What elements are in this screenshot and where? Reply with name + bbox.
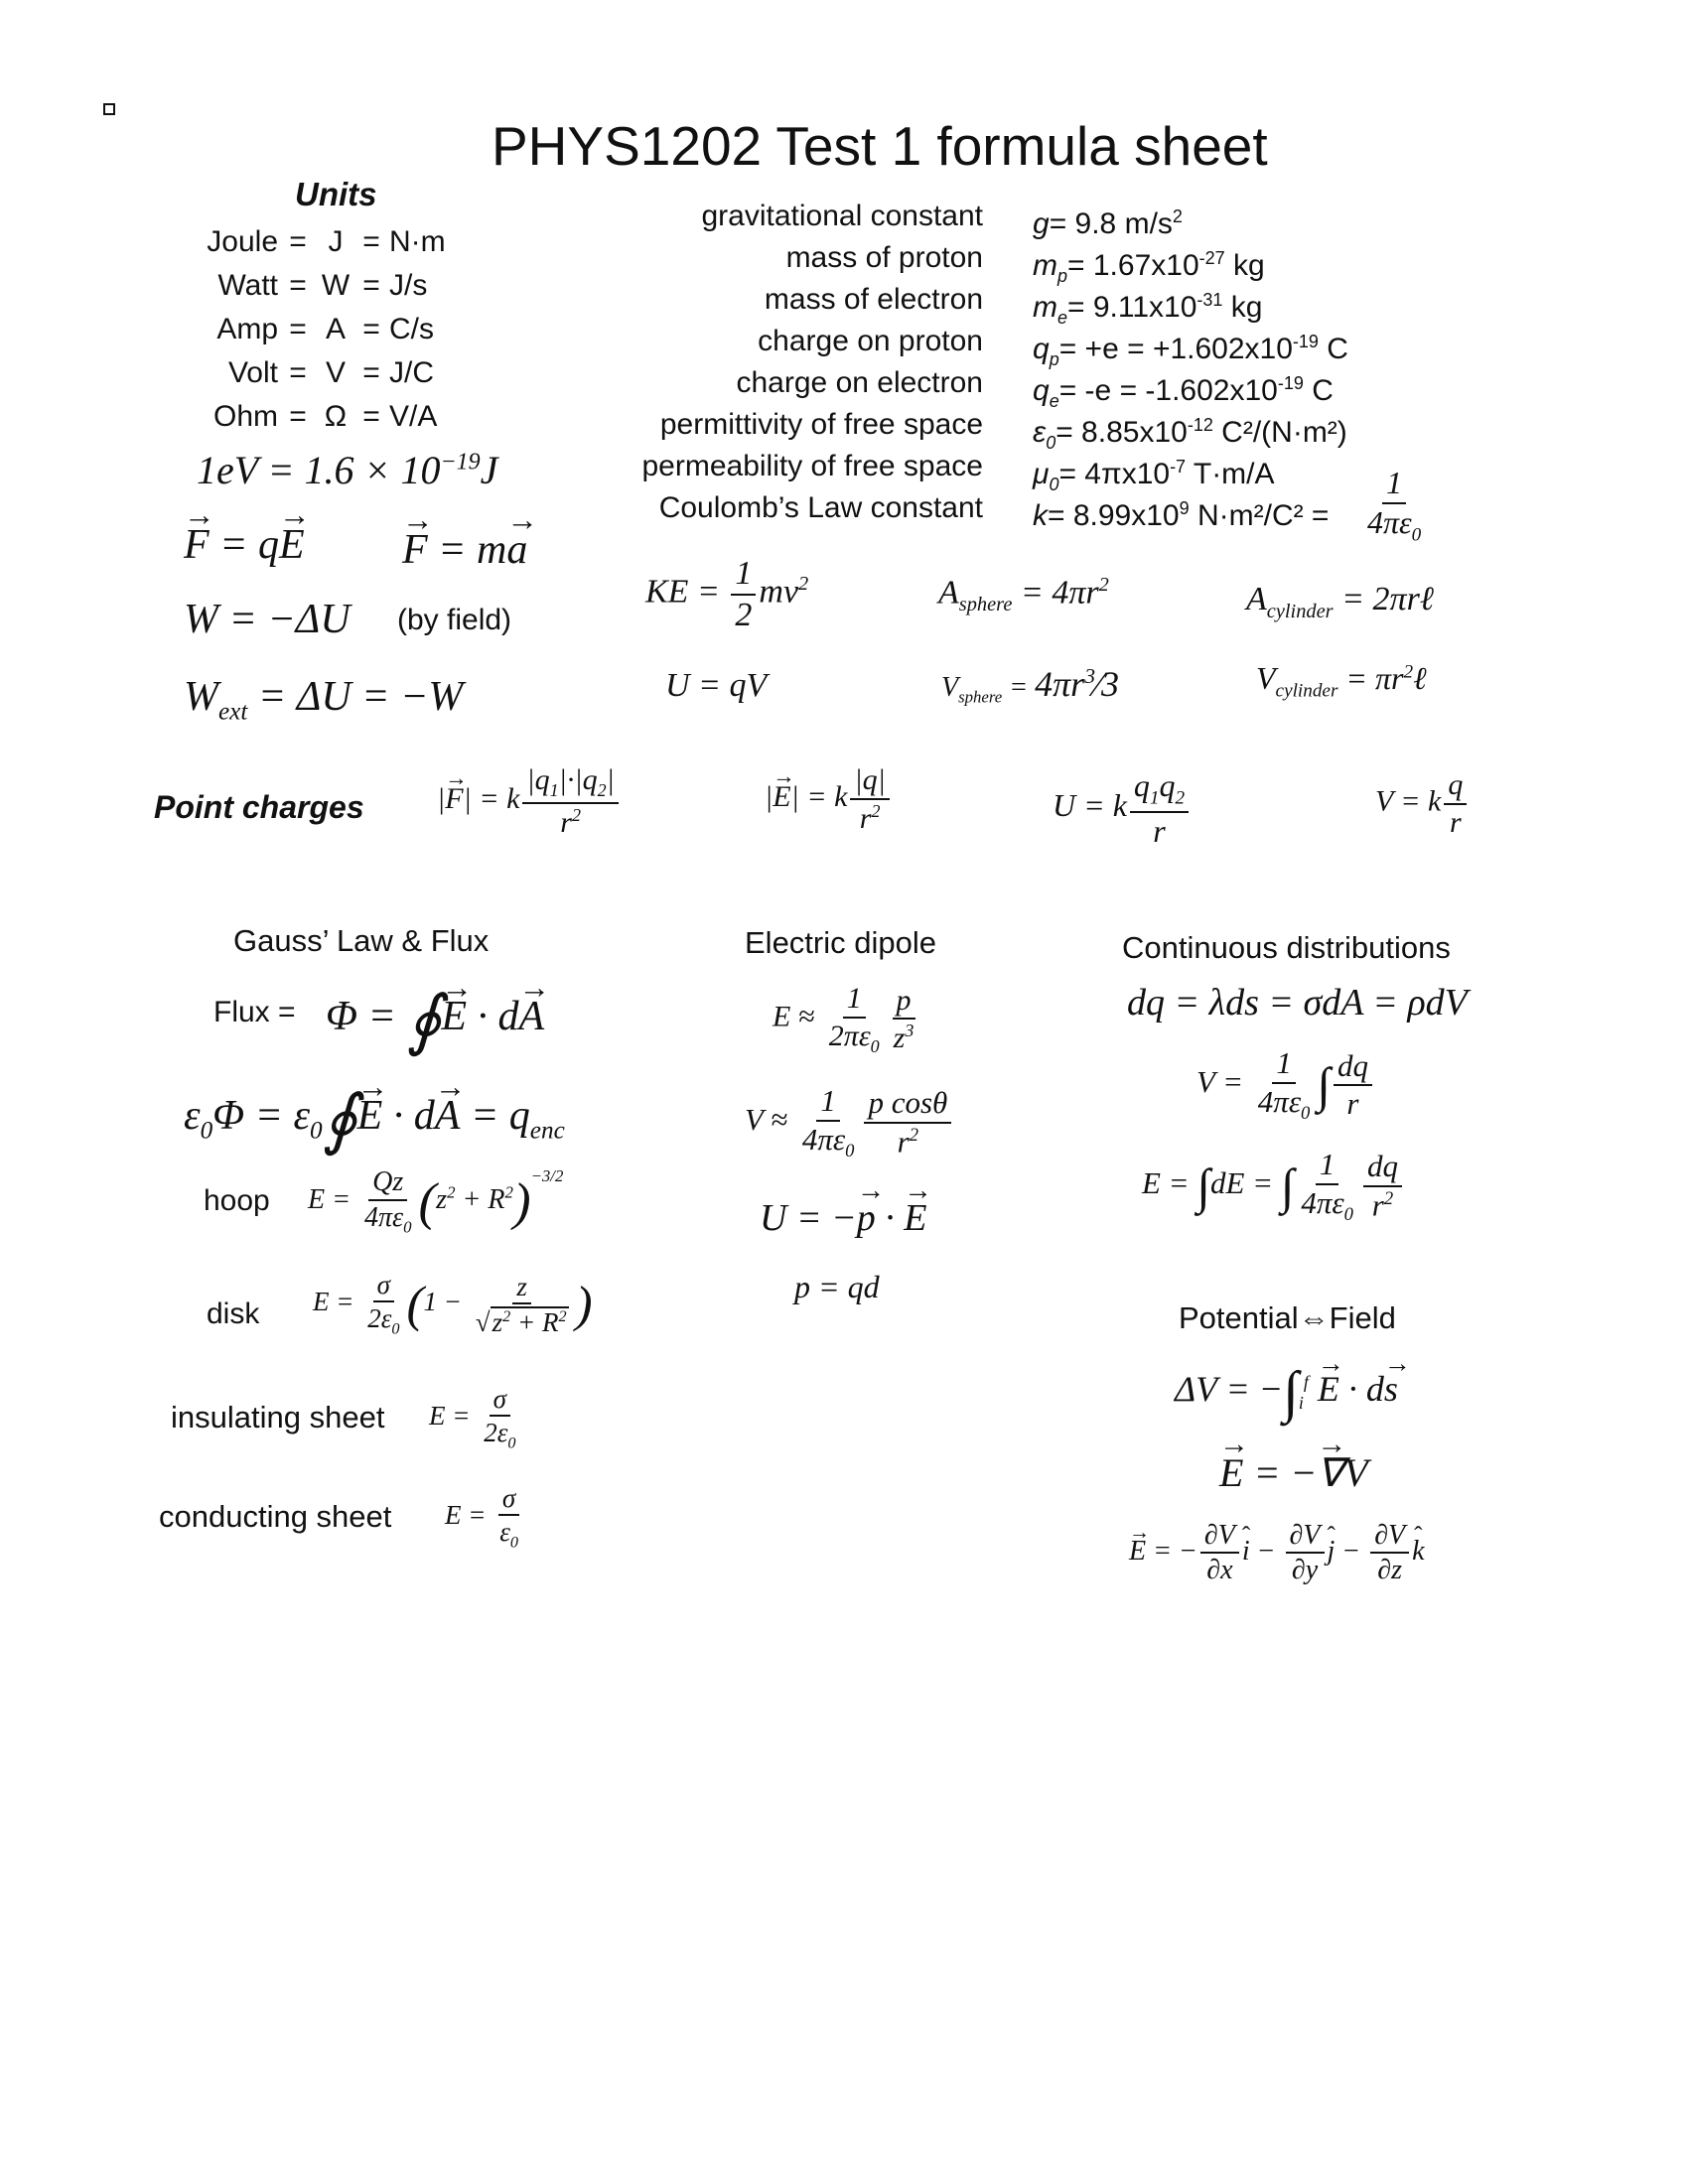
unit-name: Volt [227, 356, 278, 389]
hoop-equation: E = $\frac{Qz}{4\pi\varepsilon_0}$ $(z^2 + R^2)^{-3/2}$ [308, 1166, 564, 1237]
constant-row [596, 446, 1348, 494]
constant-label: mass of electron [764, 283, 983, 316]
cylinder-volume-equation: $V_{cylinder}$ = $\pi r^2\ell$ [1256, 660, 1427, 702]
equals-sign: = [289, 313, 307, 345]
page-title: PHYS1202 Test 1 formula sheet [492, 115, 1268, 177]
equals-sign: = [289, 225, 307, 258]
disk-label: disk [207, 1297, 260, 1330]
gauss-heading: Gauss’ Law & Flux [233, 923, 490, 958]
coulomb-fraction: $\frac{1}{4\pi\varepsilon_0}$ [1367, 465, 1422, 545]
constant-label: permittivity of free space [659, 408, 983, 441]
unit-definition: C/s [389, 313, 434, 345]
constant-value: g= 9.8 $m/s^2$ [1033, 206, 1183, 240]
hoop-label: hoop [204, 1184, 270, 1217]
continuous-field-equation: E = ∫dE = ∫ $\frac{1}{4\pi\varepsilon_0}$ $\frac{dq}{r^2}$ [1142, 1149, 1405, 1224]
units-row [179, 395, 446, 439]
unit-symbol: A [325, 313, 346, 345]
coulomb-force-equation: |→ F| = k $\frac{|q_1|\cdot|q_2|}{r^2}$ [437, 764, 622, 838]
units-row [179, 220, 446, 264]
constant-row [596, 237, 1348, 286]
constants-table [596, 196, 1348, 532]
unit-symbol: W [321, 269, 351, 302]
constant-value: $q_p= +e = +1.602x10^{-19}$ C [1033, 332, 1348, 369]
conducting-sheet-label: conducting sheet [159, 1499, 392, 1534]
constant-value: $k= 8.99x10^9$ N·m²/C² = [1033, 498, 1330, 532]
sphere-volume-equation: $V_{sphere}$ = $4\pi r^3⁄3$ [941, 664, 1119, 707]
equals-sign: = [362, 400, 380, 433]
unit-symbol: Ω [324, 400, 348, 433]
constant-label: gravitational constant [701, 200, 983, 232]
potential-field-heading: Potential⇔Field [1179, 1300, 1396, 1335]
gauss-law-equation: $\varepsilon_0\Phi$ = $\varepsilon_0∮\to E \cdot d\to A = q_{enc}$ [184, 1080, 565, 1159]
gradient-equation: → E = −→ ∇V [1219, 1449, 1368, 1496]
point-charges-heading: Point charges [154, 789, 364, 825]
constant-label: permeability of free space [641, 450, 983, 482]
dipole-energy-equation: U = −→ p · → E [760, 1196, 926, 1240]
constant-row [596, 487, 1348, 532]
constant-row [596, 196, 1348, 240]
equals-sign: = [289, 269, 307, 302]
unit-definition: J/s [389, 269, 428, 302]
work-external-equation: $W_{ext} = \Delta U = -W$ [184, 674, 464, 726]
units-row [179, 308, 446, 351]
equals-sign: = [362, 356, 380, 389]
constant-row [596, 279, 1348, 328]
constant-value: $m_p= 1.67x10^{-27}$ kg [1033, 248, 1265, 286]
potential-energy-equation: U = qV [665, 667, 768, 704]
equals-sign: = [362, 313, 380, 345]
cylinder-area-equation: $A_{cylinder}$ = 2πrℓ [1246, 581, 1434, 622]
unit-symbol: J [328, 225, 344, 258]
newton-second-law-equation: → F = m→ a [402, 526, 527, 574]
ev-conversion: $1eV = 1.6 \times 10^{-19}J$ [197, 448, 498, 492]
corner-mark-icon [103, 103, 115, 115]
unit-symbol: V [325, 356, 346, 389]
dipole-moment-equation: p = qd [794, 1269, 880, 1304]
flux-equation: Φ = ∮→ E · d→ A [326, 981, 544, 1059]
constant-label: mass of proton [785, 241, 983, 274]
field-components-equation: → E = − $\frac{\partial V}{\partial x}$ ˆ i − $\frac{\partial V}{\partial y}$ ˆ j − $\frac{\partial V}{\partial z}$ ˆ k [1129, 1521, 1425, 1585]
work-field-equation: W = −ΔU [184, 597, 351, 642]
point-potential-equation: V = k $\frac{q}{r}$ [1375, 769, 1470, 838]
constant-value: $m_e= 9.11x10^{-31}$ kg [1033, 290, 1263, 328]
conducting-sheet-equation: E = $\frac{\sigma}{\varepsilon_0}$ [445, 1483, 518, 1552]
unit-name: Watt [217, 269, 278, 302]
force-electric-equation: → F = q→ E [184, 521, 305, 569]
by-field-label: (by field) [397, 604, 512, 636]
insulating-sheet-equation: E = $\frac{\sigma}{2\varepsilon_0}$ [429, 1384, 516, 1452]
dipole-potential-equation: V ≈ $\frac{1}{4\pi\varepsilon_0}$ $\frac{\text{p cosθ}}{r^2}$ [745, 1085, 954, 1160]
equals-sign: = [289, 356, 307, 389]
constant-label: Coulomb’s Law constant [658, 491, 983, 524]
unit-name: Ohm [212, 400, 278, 433]
unit-name: Amp [216, 313, 278, 345]
continuous-heading: Continuous distributions [1122, 930, 1451, 965]
constant-row [596, 404, 1348, 453]
constant-row [596, 362, 1348, 411]
unit-definition: N·m [389, 225, 446, 258]
constant-row [596, 321, 1348, 369]
potential-difference-equation: $\Delta V = -\int_i^f \to E \cdot d\to s$ [1175, 1360, 1398, 1425]
units-table [179, 220, 446, 439]
equals-sign: = [362, 269, 380, 302]
flux-label: Flux = [213, 996, 296, 1028]
units-row [179, 264, 446, 308]
constant-value: $\varepsilon_0= 8.85x10^{-12}$ C²/(N·m²) [1033, 415, 1347, 453]
constant-label: charge on electron [736, 366, 983, 399]
constant-value: $\mu_0= 4\pi x10^{-7}$ T·m/A [1033, 457, 1275, 494]
point-field-equation: |→ E| = k $\frac{|q|}{r^2}$ [765, 764, 893, 834]
dipole-heading: Electric dipole [745, 925, 936, 960]
equals-sign: = [289, 400, 307, 433]
constant-label: charge on proton [758, 325, 983, 357]
point-potential-energy-equation: U = k $\frac{q_1q_2}{r}$ [1053, 769, 1192, 848]
unit-definition: J/C [389, 356, 434, 389]
continuous-potential-equation: V = $\frac{1}{4\pi\varepsilon_0}$ ∫ $\frac{dq}{r}$ [1196, 1047, 1375, 1123]
charge-density-equation: dq = λds = σdA = ρdV [1127, 982, 1468, 1024]
insulating-sheet-label: insulating sheet [171, 1400, 385, 1434]
unit-definition: V/A [389, 400, 438, 433]
dipole-field-equation: E ≈ $\frac{1}{2\pi\varepsilon_0}$ $\frac{p}{z^3}$ [773, 982, 914, 1056]
unit-name: Joule [207, 225, 278, 258]
units-heading: Units [295, 176, 377, 212]
kinetic-energy-equation: KE = $\frac{1}{2}$ $mv^2$ [645, 555, 809, 633]
constant-value: $q_e= -e = -1.602x10^{-19}$ C [1033, 373, 1334, 411]
equals-sign: = [362, 225, 380, 258]
disk-equation: E = $\frac{\sigma}{2\varepsilon_0}$ (1 − $\frac{z}{√z^2 + R^2}$ ) [313, 1270, 593, 1338]
sphere-area-equation: $A_{sphere} = 4\pi r^2$ [938, 574, 1109, 616]
units-row [179, 351, 446, 395]
